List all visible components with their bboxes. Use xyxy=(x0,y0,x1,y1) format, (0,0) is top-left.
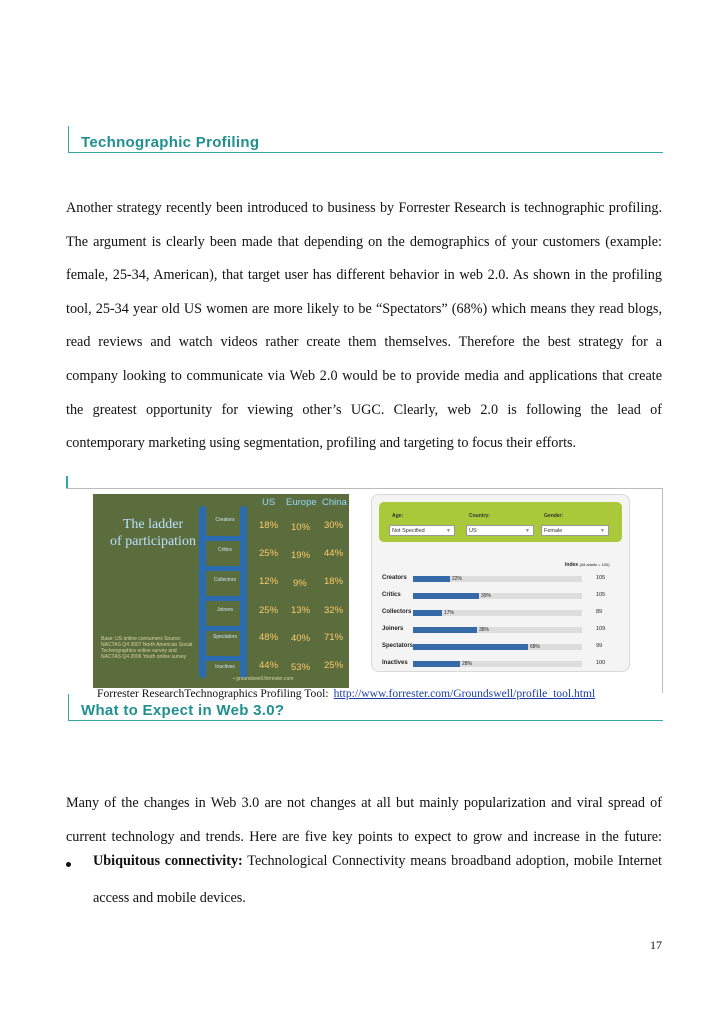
text-line: The argument is clearly been made that depending on the demographics of your customers (example: xyxy=(66,233,662,250)
ladder-of-participation-image xyxy=(93,494,349,688)
bullet-line xyxy=(93,853,662,870)
bar-fill xyxy=(413,610,442,616)
text-line: female, 25-34, American), that target user has different behavior in web 2.0. As shown in the profiling xyxy=(66,267,662,284)
text-line: current technology and trends. Here are five key points to expect to grow and increase in the future: xyxy=(66,828,662,845)
row-index: 105 xyxy=(596,592,606,598)
row-label: Spectators xyxy=(382,643,414,649)
text-line: tool, 25-34 year old US women are more likely to be “Spectators” (68%) which means they read blogs, xyxy=(66,300,662,317)
ladder-value: 12% xyxy=(259,576,279,587)
index-header: Index (All adults = 100) xyxy=(565,562,610,568)
bar-fill xyxy=(413,593,479,599)
row-index: 89 xyxy=(596,609,603,615)
ladder-value: 53% xyxy=(291,662,311,673)
bar-track xyxy=(413,576,582,582)
dropdown-arrow-icon: ▼ xyxy=(600,528,605,534)
ladder-footer: • groundswell.forrester.com xyxy=(233,676,294,682)
country-select: US ▼ xyxy=(466,525,534,536)
ladder-value: 30% xyxy=(324,520,344,531)
ladder-step-label: Spectators xyxy=(213,634,237,640)
bar-fill xyxy=(413,661,460,667)
ladder-value: 40% xyxy=(291,633,311,644)
row-label: Inactives xyxy=(382,660,408,666)
text-line: read reviews and watch videos rather create them themselves. Therefore the best strategy for a xyxy=(66,334,662,351)
section-heading-technographic xyxy=(68,126,663,153)
bar-track xyxy=(413,610,582,616)
paragraph-technographic xyxy=(66,193,662,462)
row-percent: 28% xyxy=(462,661,473,667)
ladder-step-label: Inactives xyxy=(215,664,235,670)
ladder-step-label: Joiners xyxy=(216,607,234,613)
ladder-value: 25% xyxy=(324,660,344,671)
age-select: Not Specified ▼ xyxy=(389,525,455,536)
text-line: company looking to communicate via Web 2.0 would be to provide media and applications that create xyxy=(66,367,662,384)
text-line: contemporary marketing using segmentation, profiling and targeting to focus their efforts. xyxy=(66,435,577,452)
caption-text: Forrester ResearchTechnographics Profiling Tool: xyxy=(97,687,329,700)
ladder-rung xyxy=(204,626,242,631)
bar-fill xyxy=(413,576,450,582)
text-line: Many of the changes in Web 3.0 are not changes at all but mainly popularization and viral spread of xyxy=(66,795,662,811)
row-label: Creators xyxy=(382,575,407,581)
ladder-step-label: Creators xyxy=(215,517,235,523)
bar-track xyxy=(413,627,582,633)
bullet-term: Ubiquitous connectivity: xyxy=(93,853,243,869)
ladder-value: 44% xyxy=(324,548,344,559)
ladder-rung xyxy=(204,536,242,541)
ladder-rung xyxy=(204,566,242,571)
ladder-value: 10% xyxy=(291,522,311,533)
profile-tool-link[interactable]: http://www.forrester.com/Groundswell/profile_tool.html xyxy=(333,687,596,700)
ladder-header-us: US xyxy=(262,497,276,508)
age-label: Age: xyxy=(392,513,404,519)
ladder-rail-right xyxy=(240,506,247,678)
ladder-title: The ladder of participation xyxy=(110,517,196,549)
section-heading-web3 xyxy=(68,694,663,721)
profiling-tool-image xyxy=(371,494,630,672)
ladder-source-note: Base: US online consumers Source: NACTAS Q4 2007 North American Social Technographics online survey and NACTAS Q4 2006 Youth online survey xyxy=(101,636,193,660)
tool-row-spectators xyxy=(382,640,624,655)
tool-row-collectors xyxy=(382,606,624,621)
tool-row-joiners xyxy=(382,623,624,638)
bullet-dot xyxy=(66,862,71,867)
ladder-value: 19% xyxy=(291,550,311,561)
ladder-rung xyxy=(204,596,242,601)
row-percent: 38% xyxy=(479,627,490,633)
ladder-value: 44% xyxy=(259,660,279,671)
bar-track xyxy=(413,661,582,667)
bar-track xyxy=(413,593,582,599)
ladder-rail-left xyxy=(199,506,206,678)
page-number: 17 xyxy=(650,938,662,952)
gender-label: Gender: xyxy=(544,513,564,519)
row-index: 100 xyxy=(596,660,606,666)
dropdown-arrow-icon: ▼ xyxy=(525,528,530,534)
ladder-value: 25% xyxy=(259,548,279,559)
row-label: Joiners xyxy=(382,626,404,632)
figure-marker xyxy=(66,476,68,488)
row-label: Collectors xyxy=(382,609,412,615)
text-line: the greatest opportunity for viewing other’s UGC. Clearly, web 2.0 is following the lead of xyxy=(66,401,662,418)
bullet-line-2: access and mobile devices. xyxy=(93,890,246,906)
row-percent: 22% xyxy=(452,576,463,582)
tool-row-critics xyxy=(382,589,624,604)
ladder-value: 18% xyxy=(259,520,279,531)
text-line: Another strategy recently been introduced to business by Forrester Research is technographic profiling. xyxy=(66,200,662,216)
ladder-value: 25% xyxy=(259,605,279,616)
row-label: Critics xyxy=(382,592,401,598)
bullet-text: Technological Connectivity means broadband adoption, mobile Internet xyxy=(242,853,662,869)
row-percent: 39% xyxy=(481,593,492,599)
section-title: What to Expect in Web 3.0? xyxy=(81,702,285,719)
gender-select: Female ▼ xyxy=(541,525,609,536)
country-label: Country: xyxy=(469,513,490,519)
ladder-value: 13% xyxy=(291,605,311,616)
bar-track xyxy=(413,644,582,650)
ladder-step-label: Critics xyxy=(218,547,232,553)
bar-fill xyxy=(413,627,477,633)
row-percent: 68% xyxy=(530,644,541,650)
ladder-value: 9% xyxy=(293,578,307,589)
tool-row-creators xyxy=(382,572,624,587)
ladder-header-china: China xyxy=(322,497,347,508)
ladder-value: 18% xyxy=(324,576,344,587)
row-index: 105 xyxy=(596,575,606,581)
ladder-value: 48% xyxy=(259,632,279,643)
ladder-value: 32% xyxy=(324,605,344,616)
row-index: 109 xyxy=(596,626,606,632)
ladder-header-europe: Europe xyxy=(286,497,317,508)
ladder-rung xyxy=(204,656,242,661)
ladder-step-label: Collectors xyxy=(213,577,237,583)
tool-row-inactives xyxy=(382,657,624,672)
bar-fill xyxy=(413,644,528,650)
ladder-value: 71% xyxy=(324,632,344,643)
row-index: 99 xyxy=(596,643,603,649)
dropdown-arrow-icon: ▼ xyxy=(446,528,451,534)
row-percent: 17% xyxy=(444,610,455,616)
section-title: Technographic Profiling xyxy=(81,134,260,151)
paragraph-web3 xyxy=(66,788,662,855)
